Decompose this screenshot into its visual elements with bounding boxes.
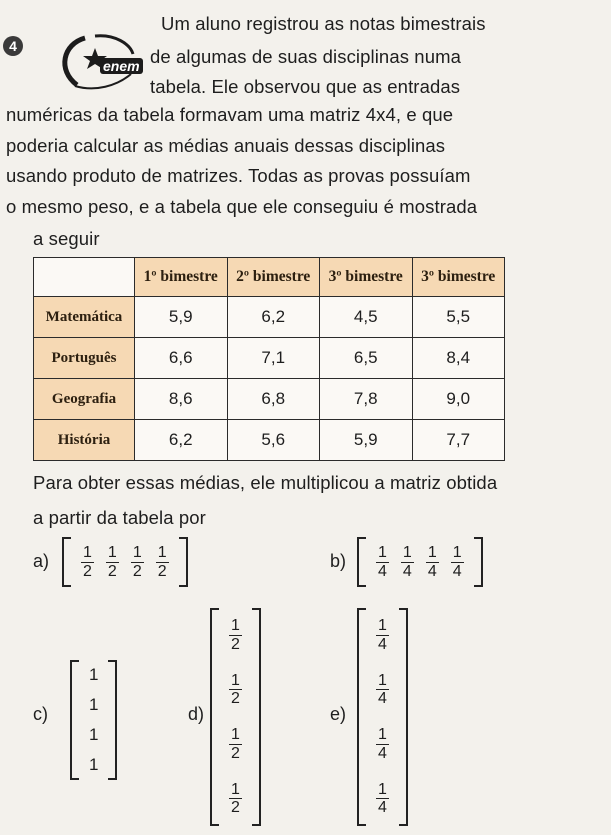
- grade-cell: 5,9: [135, 297, 228, 338]
- grade-cell: 6,5: [320, 338, 413, 379]
- option-e-matrix[interactable]: [357, 608, 408, 826]
- header-col-3: 3º bimestre: [320, 258, 413, 297]
- option-b-matrix[interactable]: [357, 537, 483, 587]
- statement-line-2: de algumas de suas disciplinas numa: [150, 46, 461, 67]
- subject-cell: Português: [34, 338, 135, 379]
- left-bracket: [210, 608, 219, 826]
- right-bracket: [108, 660, 117, 780]
- left-bracket: [70, 660, 79, 780]
- header-corner: [34, 258, 135, 297]
- matrix-entry: $\frac{1}{2}$: [231, 780, 240, 817]
- matrix-entry: $\frac{1}{4}$: [402, 543, 412, 580]
- matrix-entry: 1: [89, 665, 99, 684]
- option-a-label[interactable]: a): [33, 551, 50, 571]
- statement-line-3: tabela. Ele observou que as entradas: [150, 76, 461, 97]
- after-line-2: a partir da tabela por: [33, 507, 206, 528]
- grade-cell: 9,0: [412, 379, 505, 420]
- statement-line-1: Um aluno registrou as notas bimestrais: [161, 13, 486, 34]
- grade-cell: 6,2: [135, 420, 228, 461]
- grade-cell: 5,5: [412, 297, 505, 338]
- option-d-label[interactable]: d): [188, 704, 205, 724]
- statement-line-5: poderia calcular as médias anuais dessas disciplinas: [6, 135, 446, 156]
- statement-line-6: usando produto de matrizes. Todas as provas possuíam: [6, 165, 471, 186]
- matrix-entry: $\frac{1}{2}$: [231, 671, 240, 708]
- header-col-4: 3º bimestre: [412, 258, 505, 297]
- matrix-entry: $\frac{1}{4}$: [378, 543, 387, 580]
- option-c-label[interactable]: c): [33, 704, 48, 724]
- matrix-entry: 1: [89, 695, 99, 714]
- option-b-label[interactable]: b): [330, 551, 347, 571]
- left-bracket: [357, 537, 366, 587]
- subject-cell: História: [34, 420, 135, 461]
- matrix-entry: $\frac{1}{4}$: [378, 671, 387, 708]
- enem-logo-text: enem: [100, 58, 143, 74]
- statement-line-8: a seguir: [33, 228, 100, 249]
- statement-line-4: numéricas da tabela formavam uma matriz 4x4, e que: [6, 104, 454, 125]
- right-bracket: [179, 537, 188, 587]
- subject-cell: Geografia: [34, 379, 135, 420]
- left-bracket: [357, 608, 366, 826]
- right-bracket: [474, 537, 483, 587]
- grade-cell: 7,8: [320, 379, 413, 420]
- grade-cell: 5,6: [227, 420, 320, 461]
- matrix-entry: $\frac{1}{2}$: [107, 543, 117, 580]
- table-row: [34, 338, 505, 379]
- matrix-entry: $\frac{1}{2}$: [132, 543, 142, 580]
- left-bracket: [62, 537, 71, 587]
- table-header-row: [34, 258, 505, 297]
- right-bracket: [399, 608, 408, 826]
- matrix-entry: $\frac{1}{2}$: [157, 543, 167, 580]
- matrix-entry: $\frac{1}{4}$: [427, 543, 437, 580]
- grade-cell: 4,5: [320, 297, 413, 338]
- after-line-1: Para obter essas médias, ele multiplicou a matriz obtida: [33, 472, 498, 493]
- question-number: 4: [3, 36, 23, 56]
- grade-cell: 6,8: [227, 379, 320, 420]
- option-c-matrix[interactable]: [70, 660, 117, 780]
- matrix-entry: $\frac{1}{4}$: [452, 543, 462, 580]
- grade-cell: 5,9: [320, 420, 413, 461]
- grade-cell: 6,6: [135, 338, 228, 379]
- subject-cell: Matemática: [34, 297, 135, 338]
- option-d-matrix[interactable]: [210, 608, 261, 826]
- matrix-entry: $\frac{1}{4}$: [378, 780, 387, 817]
- header-col-1: 1º bimestre: [135, 258, 228, 297]
- grades-table: [33, 257, 505, 461]
- table-row: [34, 379, 505, 420]
- matrix-entry: $\frac{1}{2}$: [231, 617, 240, 653]
- option-a-matrix[interactable]: [62, 537, 188, 587]
- grade-cell: 7,1: [227, 338, 320, 379]
- matrix-entry: $\frac{1}{4}$: [378, 617, 387, 653]
- grade-cell: 6,2: [227, 297, 320, 338]
- grade-cell: 8,6: [135, 379, 228, 420]
- grade-cell: 7,7: [412, 420, 505, 461]
- table-row: [34, 420, 505, 461]
- matrix-entry: $\frac{1}{4}$: [378, 726, 387, 762]
- option-e-label[interactable]: e): [330, 704, 347, 724]
- matrix-entry: 1: [89, 725, 99, 744]
- grade-cell: 8,4: [412, 338, 505, 379]
- matrix-entry: 1: [89, 755, 99, 774]
- matrix-entry: $\frac{1}{2}$: [231, 726, 240, 762]
- header-col-2: 2º bimestre: [227, 258, 320, 297]
- table-row: [34, 297, 505, 338]
- statement-line-7: o mesmo peso, e a tabela que ele conseguiu é mostrada: [6, 196, 478, 217]
- right-bracket: [252, 608, 261, 826]
- matrix-entry: $\frac{1}{2}$: [83, 543, 92, 580]
